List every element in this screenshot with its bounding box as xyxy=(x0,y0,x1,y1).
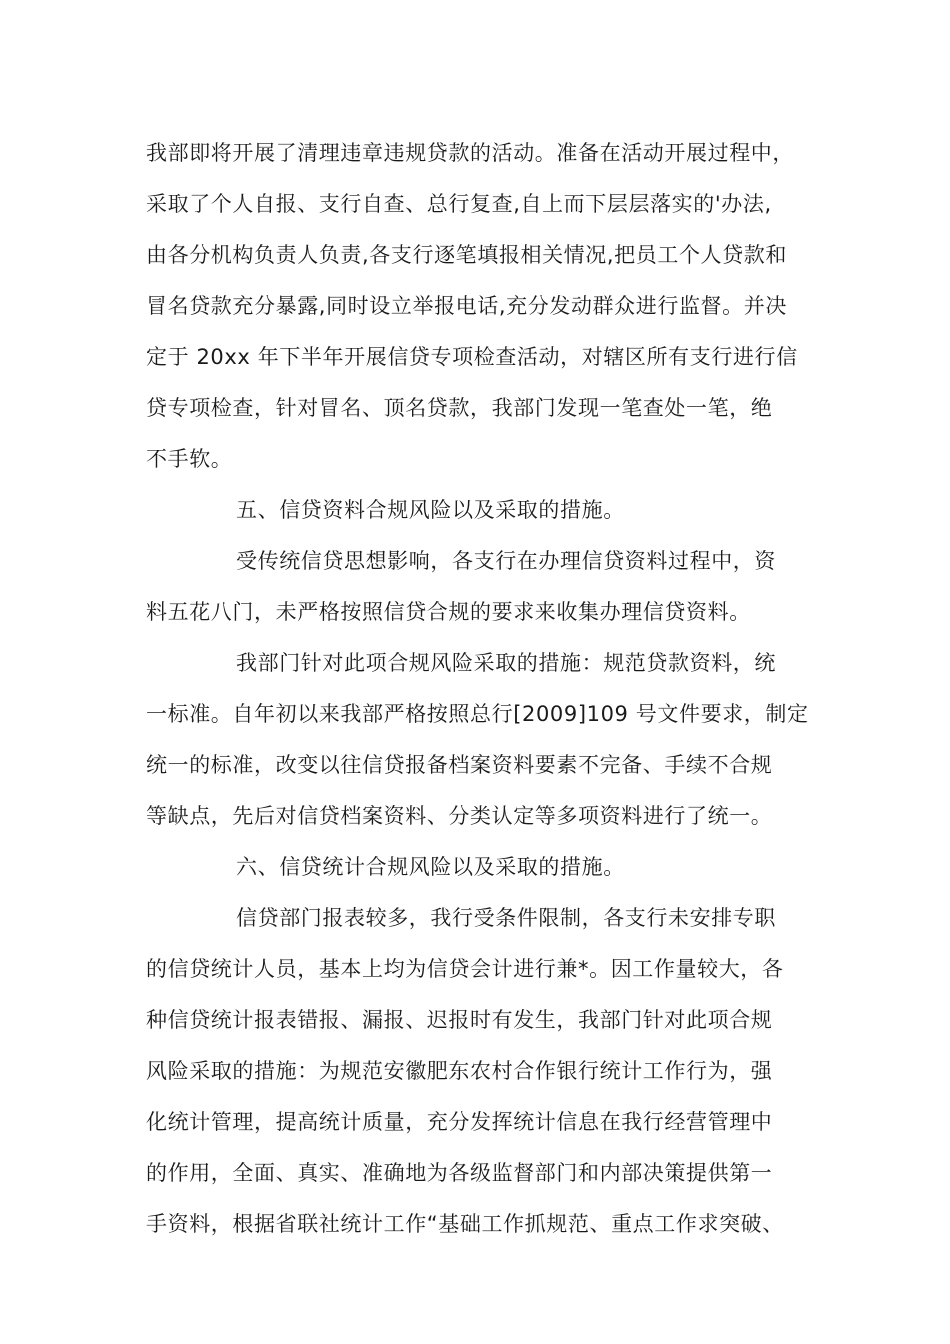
text-line: 冒名贷款充分暴露,同时设立举报电话,充分发动群众进行监督。并决 xyxy=(146,294,787,318)
text-line: 手资料，根据省联社统计工作“基础工作抓规范、重点工作求突破、 xyxy=(146,1212,784,1236)
text-line: 不手软。 xyxy=(146,447,233,471)
text-line: 风险采取的措施：为规范安徽肥东农村合作银行统计工作行为，强 xyxy=(146,1059,773,1083)
document-body xyxy=(146,128,836,1250)
text-line: 贷专项检查，针对冒名、顶名贷款，我部门发现一笔查处一笔，绝 xyxy=(146,396,773,420)
paragraph-start: 信贷部门报表较多，我行受条件限制，各支行未安排专职 xyxy=(236,906,776,930)
text-line: 种信贷统计报表错报、漏报、迟报时有发生，我部门针对此项合规 xyxy=(146,1008,773,1032)
text-line: 化统计管理，提高统计质量，充分发挥统计信息在我行经营管理中 xyxy=(146,1110,773,1134)
text-line: 定于 20xx 年下半年开展信贷专项检查活动，对辖区所有支行进行信 xyxy=(146,345,798,369)
text-line: 由各分机构负责人负责,各支行逐笔填报相关情况,把员工个人贷款和 xyxy=(146,243,787,267)
text-line: 一标准。自年初以来我部严格按照总行[2009]109 号文件要求，制定 xyxy=(146,702,809,726)
paragraph-start: 我部门针对此项合规风险采取的措施：规范贷款资料，统 xyxy=(236,651,776,675)
text-line: 采取了个人自报、支行自查、总行复查,自上而下层层落实的'办法, xyxy=(146,192,772,216)
text-line: 等缺点，先后对信贷档案资料、分类认定等多项资料进行了统一。 xyxy=(146,804,773,828)
text-line: 我部即将开展了清理违章违规贷款的活动。准备在活动开展过程中， xyxy=(146,141,794,165)
text-line: 的信贷统计人员，基本上均为信贷会计进行兼*。因工作量较大，各 xyxy=(146,957,784,981)
text-line: 的作用，全面、真实、准确地为各级监督部门和内部决策提供第一 xyxy=(146,1161,773,1185)
text-line: 料五花八门，未严格按照信贷合规的要求来收集办理信贷资料。 xyxy=(146,600,751,624)
section-heading-6: 六、信贷统计合规风险以及采取的措施。 xyxy=(236,855,625,879)
paragraph-start: 受传统信贷思想影响，各支行在办理信贷资料过程中，资 xyxy=(236,549,776,573)
section-heading-5: 五、信贷资料合规风险以及采取的措施。 xyxy=(236,498,625,522)
text-line: 统一的标准，改变以往信贷报备档案资料要素不完备、手续不合规 xyxy=(146,753,773,777)
